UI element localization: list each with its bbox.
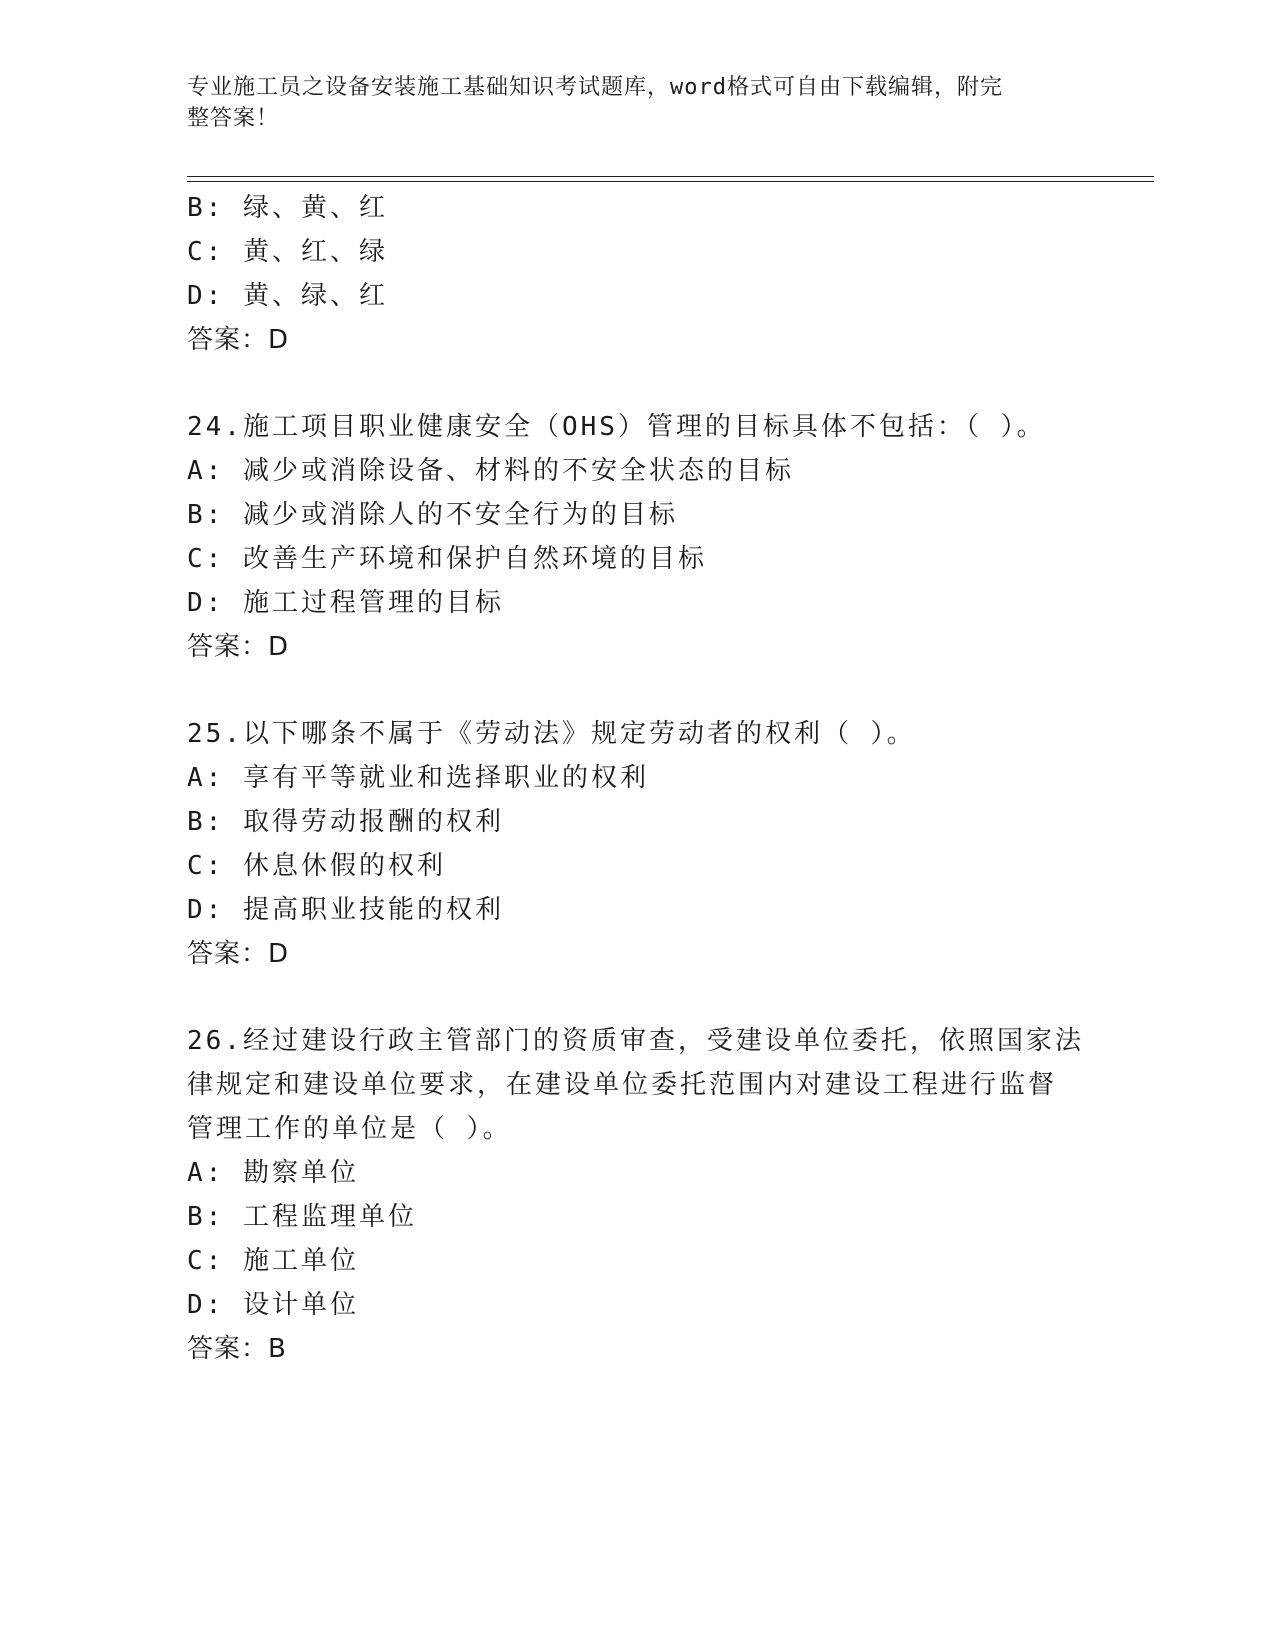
q26-option-a: A: 勘察单位	[187, 1158, 359, 1188]
q24-option-d: D: 施工过程管理的目标	[187, 588, 504, 618]
document-header	[187, 72, 1067, 134]
q23-option-b: B: 绿、黄、红	[187, 193, 388, 223]
q26-stem-line-3: 管理工作的单位是（ ）。	[187, 1114, 512, 1144]
q25-option-a: A: 享有平等就业和选择职业的权利	[187, 763, 649, 793]
header-divider-top	[187, 176, 1154, 177]
q25-option-c: C: 休息休假的权利	[187, 851, 446, 881]
q26-stem-line-1: 26.经过建设行政主管部门的资质审查，受建设单位委托，依照国家法	[187, 1026, 1084, 1056]
header-line-2: 整答案！	[187, 106, 280, 131]
q26-answer: 答案：B	[187, 1334, 287, 1364]
q23-option-d: D: 黄、绿、红	[187, 281, 388, 311]
q24-option-c: C: 改善生产环境和保护自然环境的目标	[187, 544, 707, 574]
q26-option-d: D: 设计单位	[187, 1290, 359, 1320]
q26-option-b: B: 工程监理单位	[187, 1202, 417, 1232]
q24-option-a: A: 减少或消除设备、材料的不安全状态的目标	[187, 456, 794, 486]
header-divider-bottom	[187, 181, 1154, 182]
q25-stem: 25.以下哪条不属于《劳动法》规定劳动者的权利（ ）。	[187, 719, 916, 749]
q24-answer: 答案：D	[187, 632, 290, 662]
q25-option-d: D: 提高职业技能的权利	[187, 895, 504, 925]
q24-option-b: B: 减少或消除人的不安全行为的目标	[187, 500, 678, 530]
q25-option-b: B: 取得劳动报酬的权利	[187, 807, 504, 837]
q23-answer: 答案：D	[187, 325, 290, 355]
q24-stem: 24.施工项目职业健康安全（OHS）管理的目标具体不包括：（ ）。	[187, 412, 1046, 442]
q26-option-c: C: 施工单位	[187, 1246, 359, 1276]
q23-option-c: C: 黄、红、绿	[187, 237, 388, 267]
q26-stem-line-2: 律规定和建设单位要求，在建设单位委托范围内对建设工程进行监督	[187, 1070, 1058, 1100]
q25-answer: 答案：D	[187, 939, 290, 969]
header-line-1: 专业施工员之设备安装施工基础知识考试题库，word格式可自由下载编辑，附完	[187, 75, 1003, 100]
